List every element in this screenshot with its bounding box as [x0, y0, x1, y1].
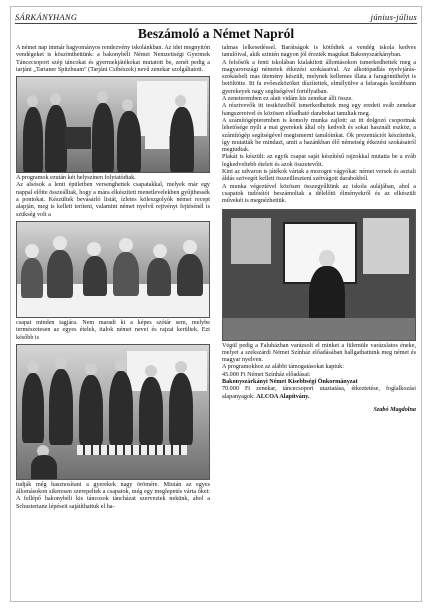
photo-children-activity — [16, 221, 210, 318]
paragraph: A programok ezután két helyszínen folytatódtak. — [16, 175, 136, 182]
photo-musicians — [16, 76, 210, 173]
photo-presentation — [222, 209, 416, 341]
paragraph: 45.000 Ft Német Színház előadásai: — [222, 371, 311, 378]
issue-date: június-július — [370, 12, 417, 22]
paragraph: A felsősök a fenti iskolában kialakított állomásokon ismerkedhettek meg a magyarországi németek étkezési szokásaival. Az alkotópadlás nyelvjárás-szokásbeli mas ütemény készült, melynek kellemes illata a faragómühelyt is betöltötte. Itt fa evőeszközöket díszítettek, elmélyülve a fafaragás korábbann gyerekeyek nagy segítségével fortélyaiban. — [222, 59, 416, 95]
photo-children-singing — [16, 344, 210, 480]
paragraph: talmas lelkesedéssel. Barátságok is kötődtek a vendég iskola kedves tanulóival, akik szintén nagyon jól érezték magukat Bakonyszárkányban. — [222, 45, 416, 59]
paragraph: A számítógépteremben is komoly munka zajlott: az itt dolgozó csoportnak lehetősége nyílt a mai gyerekek által oly kedvelt és sokat használt eszköz, a számítógép segítségével megismerni tanulóinkat. Ók prezentációt készítettek, így mutatták be mindazt, amit a hazánkban élő németség étkezési szokásairól megtudtak. — [222, 117, 416, 154]
paragraph: A zeneteremben ez alatt vidám kis zenekar állt össze. — [222, 96, 353, 103]
paragraph — [222, 386, 416, 401]
paragraph: A német nap immár hagyományos rendezvény iskolánkban. Az idei megnyitón vendégeket is köszönthettünk: a bakonybéli Német Nemzetiségi Gyermek Táncecsoport szép táncokat és gyermekjátékokat mutatott be, zenét pedig a tarjáni „Tarianer Spitzbuam" (Tarjáni Csibészek) nevű zenekar szolgáltatott. — [16, 45, 210, 73]
author-signature: Szabó Magdolna — [373, 406, 416, 413]
paragraph: Végül pedig a Faluházban varázsolt el minket a fülemüle varázslatos éneke, melyet a szekszárdi Német Színház előadásában hallgathattunk meg német és magyar nyelven. — [222, 342, 416, 364]
paragraph: A résztvevők itt testközelből ismerkedhettek meg egy eredeti sváb zenekar hangszereivel és közösen előadható darabokat tanultak meg. — [222, 103, 416, 117]
paragraph: Az alsósok a lenti épületben versenghettek csapatakkal, melyek már egy nappal előtte összeálltak, hogy a mára elkészített menetlevelekben gyűjthessék a pontokat. Készültek bevásárló listát, ízletes köleszgolyók német recept alapján, meg is kellett teríteni, valamint német nyelvű rejtvényt fejtésénél is szükség volt a — [16, 182, 210, 218]
publication-name: SÁRKÁNYHANG — [15, 12, 78, 22]
paragraph: A programokhoz az alábbi támogatásokat kaptuk: — [222, 364, 344, 371]
paragraph: tudják még hasznosítani a gyerekek nagy örömére. Miután az egyes állomásokon sikeresen szerepeltek a csapatok, még egy meglepetés várta őket: A fellépő bakonybéli kis táncosok táncházat szerveztek nekünk, ahol a Schustertanz lépéseit sajátíthattuk el ha- — [16, 481, 210, 510]
paragraph-text: 70.000 Ft zenekar, táncecsoport utaztatása, étkeztetése, foglalkozási alapanyagok: — [222, 386, 416, 400]
page-header — [15, 11, 417, 23]
newspaper-page — [10, 6, 422, 602]
article-title: Beszámoló a Német Napról — [137, 26, 295, 41]
right-column — [222, 45, 416, 414]
sponsor-name: Bakonyszárkányi Német Kisebbségi Önkormányzat — [222, 379, 358, 386]
header-rule — [15, 23, 417, 24]
paragraph: Kint az udvaron is játékok vártak a mozogni vágyókat: német versek és asztali áldás szövegét kellett összeillesztení szétvágott darabokból. — [222, 169, 416, 183]
paragraph: csapat minden tagjára. Nem maradt ki a képes szótár sem, melybe természetesen az egyes ételek, italok német nevei és rajzai kerültek. Ezt később is — [16, 319, 210, 341]
left-column — [16, 45, 210, 511]
sponsor-name: ALCOA Alapítvány. — [256, 393, 310, 400]
paragraph: Plakát is készült: az egyik csapat saját készítésű rajzokkal mutatta be a sváb legkedveltebb ételeit és azok összetevőit. — [222, 154, 416, 168]
paragraph: A munka végeztével közösen összegyűltünk az iskola aulájában, ahol a csapatok tudósítói beszámoltak a délelőtti élményekről és az elkészült művekét is megnézhettük. — [222, 183, 416, 205]
